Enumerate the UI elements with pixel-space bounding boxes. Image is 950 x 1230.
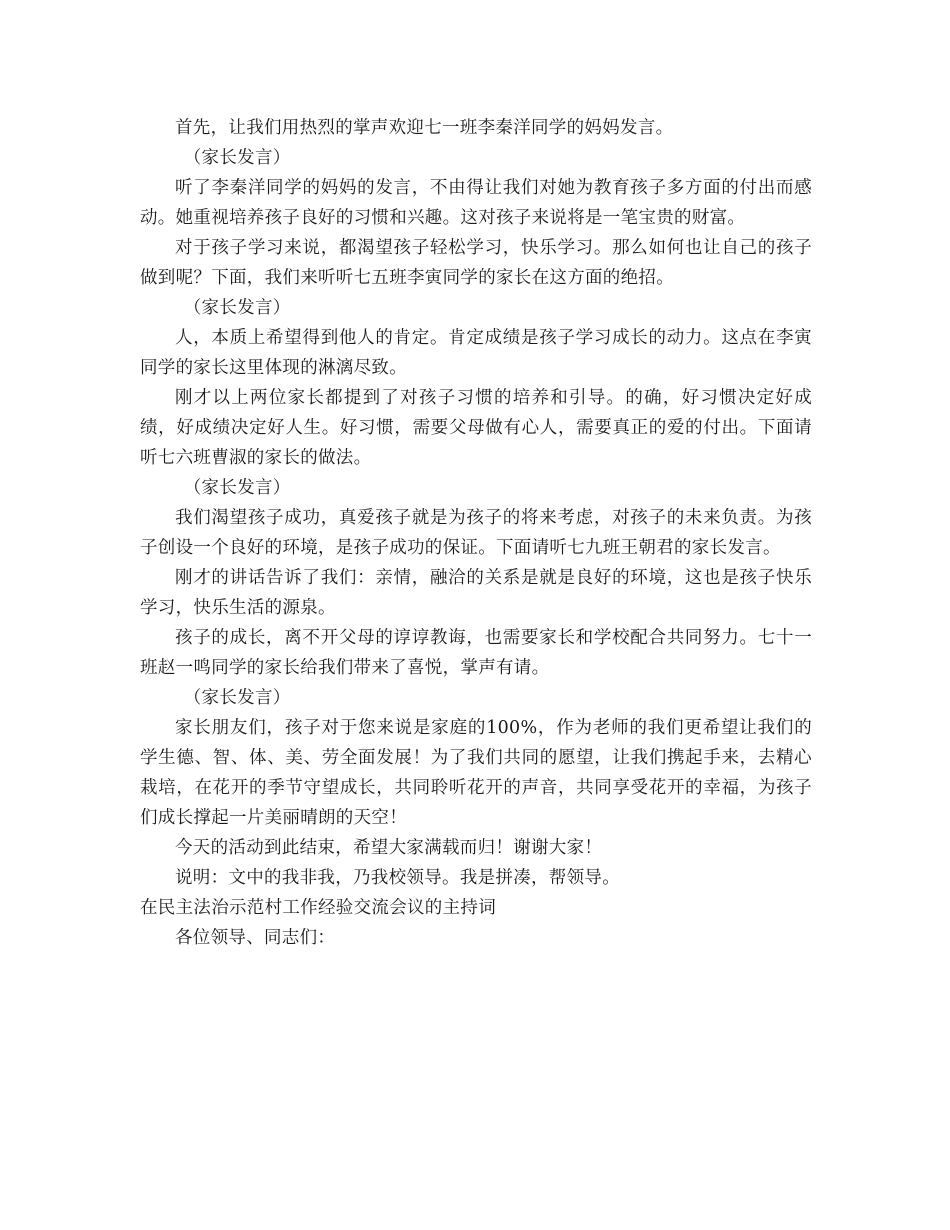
- paragraph: 人，本质上希望得到他人的肯定。肯定成绩是孩子学习成长的动力。这点在李寅同学的家长这里体现的淋漓尽致。: [140, 328, 812, 378]
- paragraph-stage-note: （家长发言）: [183, 148, 291, 168]
- paragraph-closing: 今天的活动到此结束，希望大家满载而归！谢谢大家！: [175, 838, 603, 858]
- section-title: 在民主法治示范村工作经验交流会议的主持词: [140, 898, 496, 918]
- paragraph-stage-note: （家长发言）: [183, 478, 291, 498]
- paragraph: 家长朋友们，孩子对于您来说是家庭的100%，作为老师的我们更希望让我们的学生德、智、体、美、劳全面发展！为了我们共同的愿望，让我们携起手来，去精心栽培，在花开的季节守望成长，共同聆听花开的声音，共同享受花开的幸福，为孩子们成长撑起一片美丽晴朗的天空！: [140, 718, 812, 828]
- document-body: [140, 113, 812, 953]
- paragraph: 我们渴望孩子成功，真爱孩子就是为孩子的将来考虑，对孩子的未来负责。为孩子创设一个良好的环境，是孩子成功的保证。下面请听七九班王朝君的家长发言。: [140, 508, 812, 558]
- paragraph: 孩子的成长，离不开父母的谆谆教诲，也需要家长和学校配合共同努力。七十一班赵一鸣同学的家长给我们带来了喜悦，掌声有请。: [140, 628, 812, 678]
- paragraph: 听了李秦洋同学的妈妈的发言，不由得让我们对她为教育孩子多方面的付出而感动。她重视培养孩子良好的习惯和兴趣。这对孩子来说将是一笔宝贵的财富。: [140, 178, 812, 228]
- paragraph-note: 说明：文中的我非我，乃我校领导。我是拼凑，帮领导。: [175, 868, 620, 888]
- paragraph: 刚才以上两位家长都提到了对孩子习惯的培养和引导。的确，好习惯决定好成绩，好成绩决定好人生。好习惯，需要父母做有心人，需要真正的爱的付出。下面请听七六班曹淑的家长的做法。: [140, 388, 812, 468]
- paragraph: 刚才的讲话告诉了我们：亲情，融洽的关系是就是良好的环境，这也是孩子快乐学习，快乐生活的源泉。: [140, 568, 812, 618]
- paragraph-salutation: 各位领导、同志们：: [175, 928, 336, 948]
- paragraph: 对于孩子学习来说，都渴望孩子轻松学习，快乐学习。那么如何也让自己的孩子做到呢？下面，我们来听听七五班李寅同学的家长在这方面的绝招。: [140, 238, 812, 288]
- paragraph-stage-note: （家长发言）: [183, 298, 291, 318]
- paragraph-stage-note: （家长发言）: [183, 688, 291, 708]
- paragraph-welcome: 首先，让我们用热烈的掌声欢迎七一班李秦洋同学的妈妈发言。: [175, 118, 674, 138]
